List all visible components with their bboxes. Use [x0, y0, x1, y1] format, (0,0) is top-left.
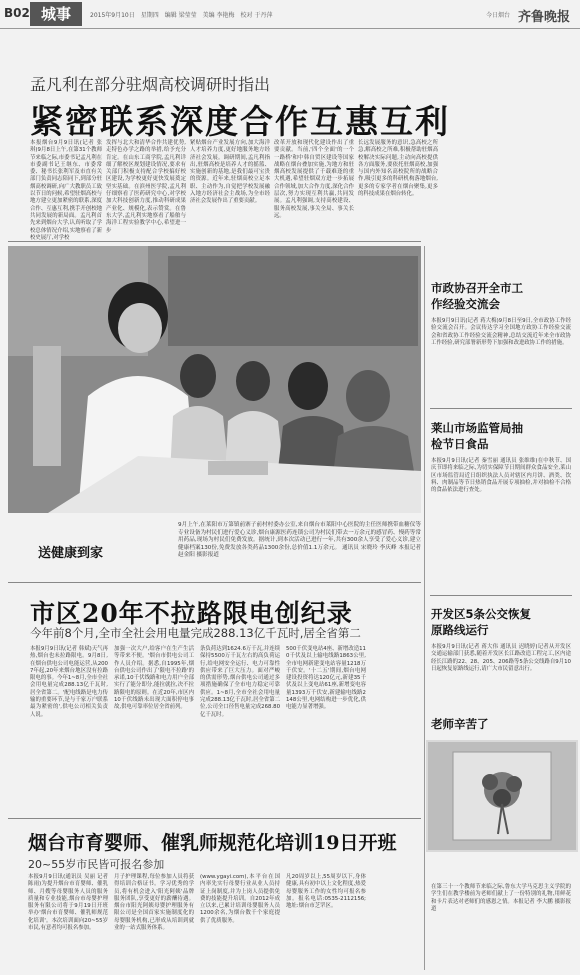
sidebar-photo: [426, 740, 578, 852]
lead-column-1: 本报烟台9月9日讯(记者 张琪)9月8日上午,在第31个教师节来临之际,市委书记孟凡利在市委副书记王继东、市委常委、秘书长张利军及市直有关部门负责同志陪同下,到部分驻烟高校调研,向广大教职员工致以节日的问候,希望驻烟高校与地方建立更加紧密的联系,深度合作、互惠互利,携手开创校地共同发展的新局面。孟凡利首先来到烟台大学,认真听取了学校总体情况介绍,实地察看了新校史展厅,对学校: [30, 140, 102, 241]
news-photo: [8, 246, 421, 513]
story3-column-4: 凡20周岁以上,55周岁以下,身体健康,具有初中以上文化程度,热爱母婴服务工作的女性均可报名参加。报名电话:0535-2112156;地址:烟台市芝罘区。: [286, 874, 366, 910]
story2-column-1: 本报9月9日讯(记者 韩斌)天气再热,烟台也未拉路限电。9月8日,在烟台供电公司电能运营,从2007年起,20年来烟台地区没有拉路限电的事。今年1~8月,全市全社会用电量完成288.13亿千瓦时,居全省第二。'配电线路是电力传输的重要环节,是与千家万户联系最为紧密的',供电公司相关负责人说。: [30, 646, 108, 718]
story3-column-3: (www.ygayi.com),本平台在国内率先实行母婴行业从业人员持证上岗制度,并为上岗人员提供免费的技能提升培训。自2012年成立以来,已累计培训母婴服务人员1200余名,为烟台数千个家庭提供了优质服务。: [200, 874, 280, 924]
story3-column-2: 月子护理课程,每位参加人员将获得培训合格证书。学习优秀的学员,将有机会进入'阳光阿姨'品牌服务团队,享受更好的薪酬待遇。烟台市阳光阿姨母婴护理服务有限公司是全国首家实施制度化的母婴服务机构,已形成从培训到就业的一站式服务体系。: [114, 874, 194, 932]
sidebar-text-4: 在第三十一个教师节来临之际,鲁东大学马克思主义学院的学生们在教学楼前为老师们献上了一份特别的礼物,用鲜花和卡片表达对老师们的感恩之情。本报记者 李大鹏 摄影报道: [431, 884, 571, 912]
photo-caption-text: 9月上午,在莱阳市万第镇前寨子前村村委办公室,来自烟台市莱阳中心医院的主任医师携带血糖仪等专业设备为村民们进行爱心义诊,烟台康源医药连锁公司为村民们带去一万余元的感冒药、慢药等常用药品,现场为村民们免费发放。据统计,到本次活动已进行一年,共有300余人享受了爱心义诊,建立健康档案130份,免费发放各类药品1300余份,总价值1.1万余元。 通讯员 宋晓玲 李庆峰 本报记者 赵金阳 摄影报道: [178, 522, 421, 559]
lead-column-5: 长远发展服务的意识,急高校之所急,解高校之所难,积极帮助驻烟高校解决实际问题,主动向高校提供各方面服务,要依托驻烟高校,加强与国内外知名高校院所的战略合作,吸引更多的科研机构落地烟台,更多的专家学者在烟台聚集,更多的科技成果在烟台转化。: [358, 140, 438, 198]
divider: [8, 582, 421, 583]
story2-subtitle: 今年前8个月,全市全社会用电量完成288.13亿千瓦时,居全省第二: [30, 626, 361, 640]
lead-title: 紧密联系深度合作互惠互利: [30, 102, 450, 141]
sidebar-title-1: 市政协召开全市工作经验交流会: [431, 281, 523, 311]
sidebar-divider: [424, 246, 425, 970]
sidebar-text-1: 本报9月9日讯(记者 蒋大梅)9月8日至9日,全市政协工作经验交流会召开。会议传达学习全国地方政协工作经验交流会和省政协工作经验交流会精神,总结交流近年来全市政协工作经验,研究部署新形势下加强和改进政协工作的措施。: [431, 318, 571, 346]
page-number: B02: [4, 6, 30, 20]
page-header: [0, 0, 580, 29]
photo-caption-title: 送健康到家: [38, 546, 104, 561]
lead-column-4: 改革开放和现代化建设作出了重要贡献。当前,'四个全面'的一个一路桥'和中韩自贸区建设等国家战略在烟台叠加实施,为地方和驻烟高校发展提供了千载难逢的重大机遇,希望驻烟双方进一步拓展合作领域,加大合作力度,深化合作层次,努力实现互利共赢,共同发展。孟凡利强调,支持高校建设、服务高校发展,事关全局、事关长远。: [274, 140, 354, 219]
divider: [430, 595, 572, 596]
section-label: 城事: [30, 2, 82, 26]
divider: [430, 408, 572, 409]
sidebar-text-2: 本报9月9日讯(记者 秦雪丽 通讯员 张维维)在中秋节、国庆节即将来临之际,为切实保障节日期间群众食品安全,莱山区市场监管局近日组织执法人员对辖区内月饼、酒类、饮料、肉制品等节日热销食品开展专项抽检,并对抽检不合格的食品依法进行查处。: [431, 458, 571, 494]
sidebar-title-3: 开发区5条公交恢复原路线运行: [431, 607, 532, 637]
lead-column-3: 紧贴烟台产业发展方向,加大海洋人才培养力度,更好地服务地方经济社会发展。调研期间,孟凡利指出,驻烟高校是培养人才的摇篮、实施创新的基地,是我们最可宝贵的资源。近年来,驻烟高校立足本职、主动作为,自觉把学校发展融入地方经济社会主战场,为全市经济社会发展作出了重要贡献。: [190, 140, 270, 205]
newspaper-logo: 齐鲁晚报: [517, 10, 570, 25]
divider: [8, 818, 421, 819]
sidebar-text-3: 本报9月9日讯(记者 蒋大伟 通讯员 迟晓婷)记者从开发区交通运输部门获悉,随着开发区长江路改造工程完工,区内途经长江路的22、28、205、206路等5条公交线路自9月10日起恢复原路线运行,请广大市民留意出行。: [431, 644, 571, 672]
flower-illustration: [428, 742, 576, 850]
story3-column-1: 本报9月9日讯(通讯员 吴丽 记者 陈雨)为提升烟台市育婴师、催乳师、月嫂等母婴服务人员的服务质量和专业技能,烟台市母婴护理服务有限公司将于9月19日开班举办'烟台市育婴师、催乳师规范化培训'。本次培训面向20~55岁市民,有意者均可报名参加。: [28, 874, 108, 932]
story2-column-4: 500千伏变电站4座、新增改造110千伏及以上输电线路1863公里,全市电网新建变电站容量1218万千伏安。'十二五'期间,烟台电网建设投资将达120亿元,新建35千伏及以上变电站61座,新增变电容量1393万千伏安,新建输电线路2148公里,电网结构进一步优化,供电能力显著增强。: [286, 646, 366, 711]
story2-column-2: 加强一次大户,给客户在生产生活等带来不便。'烟台市供电公司工作人员介绍。据悉,自1995年,烟台供电公司作出了'限电不拉路'的承诺,10千伏线路和电力用户全部实行了能分即分,能拉就拉,决不拉路限电的原则。在近20年,市区内10千伏线路未出现大面积停电事故,供电可靠率位居全省前列。: [114, 646, 194, 711]
sidebar-title-4: 老师辛苦了: [431, 717, 489, 731]
photo-illustration: [8, 246, 421, 513]
story3-title: 烟台市育婴师、催乳师规范化培训19日开班: [28, 832, 397, 854]
sidebar-title-2: 莱山市场监管局抽检节日食品: [431, 421, 523, 451]
brand-sub: 今日烟台: [485, 12, 510, 19]
story2-title: 市区20年不拉路限电创纪录: [30, 599, 353, 628]
lead-subtitle: 孟凡利在部分驻烟高校调研时指出: [30, 75, 271, 94]
story2-column-3: 条负荷达到1624.6万千瓦,并连续保持5500万千瓦左右的高负荷运行,给电网安全运行、电力可靠性供应带来了巨大压力。面对严峻的供需形势,烟台供电公司通过多项措施确保了全市电力稳定可靠供应。1~8月,全市全社会用电量完成288.13亿千瓦时,居全省第二位,公司全口径售电量完成268.80亿千瓦时。: [200, 646, 280, 718]
edition-meta: 2015年9月10日 星期四 编辑 梁莹莹 美编 李艳梅 校对 于丹萍: [90, 12, 273, 19]
story3-subtitle: 20~55岁市民皆可报名参加: [28, 858, 165, 871]
lead-column-2: 发挥与北大和清华合作共建优势,走特色办学之路的举措,给予充分肯定。在山东工商学院,孟凡利详细了解校区规划建设情况,要求有关部门积极支持配合学校搞好校区建设,为学校更好更快发展奠定坚实基础。在滨州医学院,孟凡利仔细察看了医药研究中心,对学校加大科技创新力度,推动科研成果产业化、规模化,表示赞赏。在鲁东大学,孟凡利实地察看了船舶与海洋工程实验教学中心,希望进一步: [106, 140, 186, 234]
divider: [8, 241, 421, 242]
